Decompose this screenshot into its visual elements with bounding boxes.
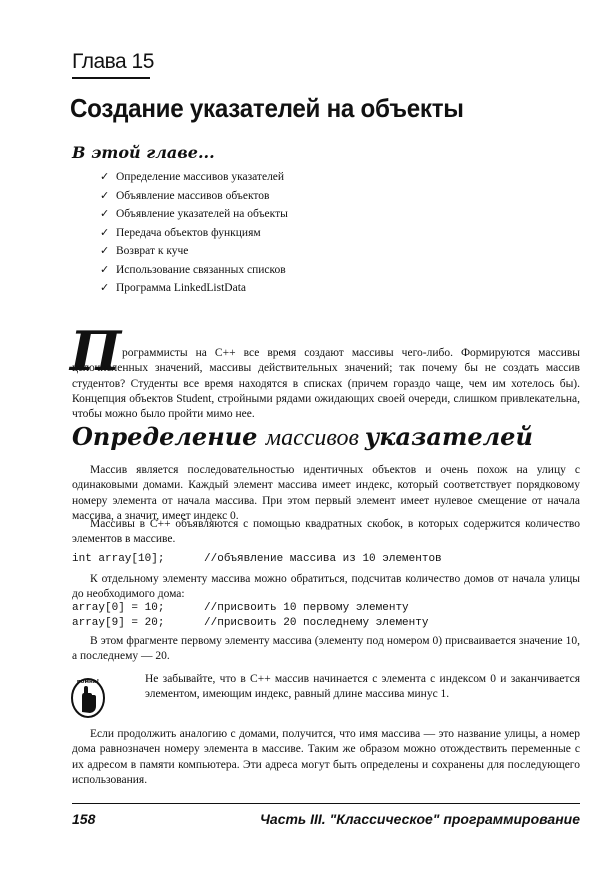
list-item-label: Возврат к куче — [116, 245, 189, 257]
body-paragraph: В этом фрагменте первому элементу массива (элементу под номером 0) присваивается значение 10, а последнему — 20. — [72, 635, 580, 663]
list-item-label: Программа LinkedListData — [116, 282, 247, 294]
remember-hand-icon — [70, 672, 106, 718]
body-paragraph: Массив является последовательностью идентичных объектов и очень похож на улицу с одинаковыми домами. Каждый элемент массива имеет индекс, который соответствует порядковому номеру элемента от начала массива. При этом первый элемент имеет нулевое смещение от начала массива, а значит, имеет индекс 0. — [72, 464, 580, 522]
chapter-label-underline — [72, 77, 150, 79]
list-item-label: Объявление указателей на объекты — [116, 208, 288, 220]
check-icon: ✓ — [100, 207, 110, 220]
check-icon: ✓ — [100, 281, 110, 294]
list-item-label: Передача объектов функциям — [116, 226, 261, 239]
section-heading-part: массивов — [265, 425, 365, 451]
drop-cap: П — [70, 319, 122, 383]
body-paragraph: Массивы в С++ объявляются с помощью квадратных скобок, в которых содержится количество элементов в массиве. — [72, 518, 580, 546]
check-icon: ✓ — [100, 244, 110, 257]
check-icon: ✓ — [100, 262, 110, 276]
list-item — [100, 168, 288, 187]
list-item-label: Объявление массивов объектов — [116, 189, 270, 202]
page-number: 158 — [72, 811, 96, 827]
list-item — [100, 187, 288, 206]
running-title: Часть III. "Классическое" программирование — [260, 811, 580, 827]
section-heading-part: указателей — [364, 422, 533, 451]
code-line: int array[10]; //объявление массива из 10 элементов — [72, 553, 442, 565]
list-item-label: Использование связанных списков — [116, 263, 286, 276]
list-item — [100, 279, 288, 298]
in-chapter-heading: В этой главе... — [72, 143, 215, 162]
list-item-label: Определение массивов указателей — [116, 171, 285, 183]
footer-divider — [72, 803, 580, 804]
section-heading-part: Определение — [72, 422, 266, 451]
section-heading — [72, 422, 533, 452]
chapter-contents-list — [100, 168, 288, 298]
code-line: array[9] = 20; //присвоить 20 последнему элементу — [72, 617, 429, 629]
body-paragraph: Если продолжить аналогию с домами, получится, что имя массива — это название улицы, а номер дома равнозначен номеру элемента в массиве. Таким же образом можно отождествить переменные с их адресом в памяти компьютера. Эти адреса могут быть определены и сохранены для последующего использования. — [72, 728, 580, 786]
list-item — [100, 224, 288, 243]
check-icon: ✓ — [100, 170, 110, 183]
list-item — [100, 242, 288, 261]
intro-paragraph: рограммисты на С++ все время создают массивы чего-либо. Формируются массивы целочисленных значений, массивы действительных значений; так почему бы не создать массив студентов? Студенты все время находятся в списках (причем гораздо чаще, чем им хотелось бы). Концепция объектов Student, стройными рядами ожидающих своей очереди, слишком привлекательна, чтобы можно было пройти мимо нее. — [72, 347, 580, 421]
code-block — [72, 601, 428, 631]
remember-icon-label: помни! — [76, 679, 100, 685]
remember-note: Не забывайте, что в С++ массив начинается с элемента с индексом 0 и заканчивается элементом, имеющим индекс, равный длине массива минус 1. — [145, 673, 580, 701]
chapter-label: Глава 15 — [72, 50, 154, 73]
code-line: array[0] = 10; //присвоить 10 первому элементу — [72, 602, 409, 614]
chapter-title: Создание указателей на объекты — [70, 93, 464, 123]
check-icon: ✓ — [100, 225, 110, 239]
list-item — [100, 205, 288, 224]
body-paragraph: К отдельному элементу массива можно обратиться, подсчитав количество домов от начала улицы до необходимого дома: — [72, 573, 580, 601]
list-item — [100, 261, 288, 280]
check-icon: ✓ — [100, 188, 110, 202]
